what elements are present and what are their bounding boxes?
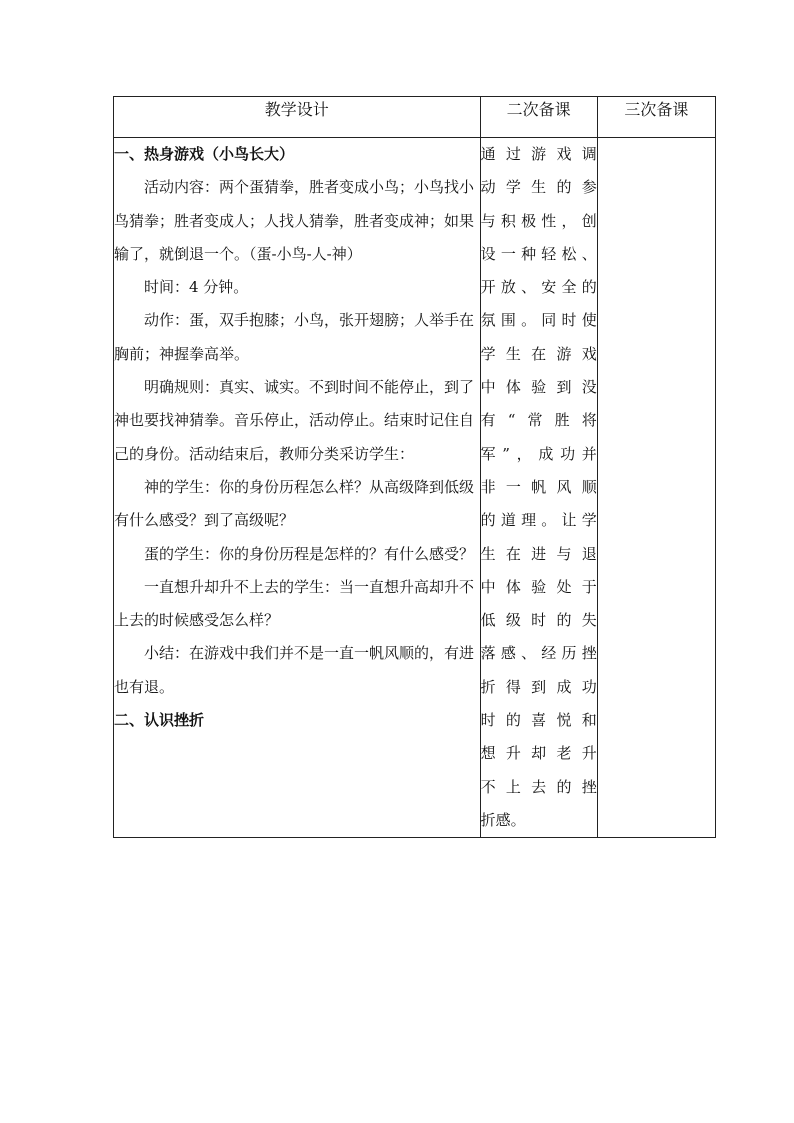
lesson-plan-table	[113, 96, 716, 838]
second-note-line: 中体验到没	[480, 378, 597, 397]
second-note-line: 学生在游戏	[480, 344, 597, 363]
activity-summary: 小结：在游戏中我们并不是一直一帆风顺的，有进也有退。	[114, 644, 475, 696]
second-note-line: 通过游戏调	[480, 145, 597, 163]
activity-time: 时间：4 分钟。	[144, 278, 249, 297]
second-note-line: 与积极性，创	[480, 211, 597, 230]
table-header-row	[114, 97, 716, 138]
activity-content: 活动内容：两个蛋猜拳，胜者变成小鸟；小鸟找小鸟猜拳；胜者变成人；人找人猜拳，胜者变成神；如果输了，就倒退一个。（蛋-小鸟-人-神）	[114, 178, 475, 263]
question-god-students: 神的学生：你的身份历程怎么样？从高级降到低级有什么感受？到了高级呢？	[114, 477, 475, 530]
section-frustration-heading: 二、认识挫折	[114, 711, 205, 730]
activity-rules: 明确规则：真实、诚实。不到时间不能停止，到了神也要找神猜拳。音乐停止，活动停止。结束时记住自己的身份。活动结束后，教师分类采访学生：	[114, 378, 475, 463]
second-note-line: 动学生的参	[480, 178, 597, 197]
second-note-line: 开放、安全的	[480, 278, 597, 297]
second-note-line: 不上去的挫	[480, 777, 597, 796]
second-note-line: 折得到成功	[480, 677, 597, 696]
second-note-line: 的道理。让学	[480, 511, 597, 530]
second-note-line: 设一种轻松、	[480, 244, 597, 263]
second-note-line: 落感、经历挫	[480, 644, 597, 663]
second-note-line: 时的喜悦和	[480, 711, 597, 730]
second-note-line: 军”，成功并	[480, 444, 597, 463]
second-note-line: 低级时的失	[480, 611, 597, 630]
second-note-line-last: 折感。	[480, 810, 526, 829]
second-note-line: 中体验处于	[480, 577, 597, 596]
second-prep-cell	[480, 138, 597, 838]
teaching-design-cell	[114, 138, 481, 838]
header-teaching-design: 教学设计	[114, 97, 481, 138]
second-note-line: 生在进与退	[480, 544, 597, 563]
header-second-prep: 二次备课	[480, 97, 597, 138]
second-note-line: 有“常胜将	[480, 411, 597, 430]
section-warmup-heading: 一、热身游戏（小鸟长大）	[114, 145, 295, 163]
question-stuck-students: 一直想升却升不上去的学生：当一直想升高却升不上去的时候感受怎么样？	[114, 577, 475, 630]
header-third-prep: 三次备课	[597, 97, 715, 138]
second-note-line: 想升却老升	[480, 744, 597, 763]
third-prep-cell	[597, 138, 715, 838]
activity-actions: 动作：蛋，双手抱膝；小鸟，张开翅膀；人举手在胸前；神握拳高举。	[114, 311, 475, 363]
second-note-line: 氛围。同时使	[480, 311, 597, 330]
table-body-row	[114, 138, 716, 838]
second-note-line: 非一帆风顺	[480, 477, 597, 496]
question-egg-students: 蛋的学生：你的身份历程是怎样的？有什么感受？	[144, 544, 475, 563]
